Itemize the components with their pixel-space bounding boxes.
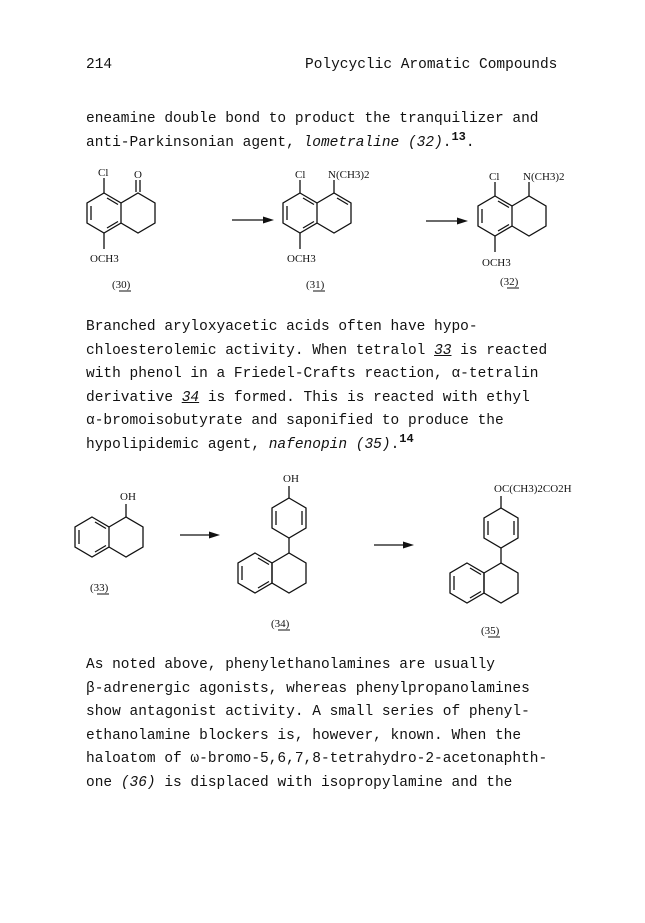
p3-line1: As noted above, phenylethanolamines are usually	[86, 657, 495, 673]
drug-nafenopin: nafenopin	[268, 436, 348, 453]
c30-sub-bottom: OCH3	[90, 253, 119, 265]
c32-label: (32)	[500, 276, 519, 288]
p3-line6	[86, 775, 512, 791]
running-title: Polycyclic Aromatic Compounds	[305, 57, 558, 73]
p3-line5: haloatom of ω-bromo-5,6,7,8-tetrahydro-2-acetonaphth-	[86, 751, 548, 767]
p2-dot: .	[390, 436, 400, 453]
c30-sub-top: Cl	[98, 167, 109, 179]
c32-sub-bottom: OCH3	[482, 257, 511, 269]
c32-sub-top: Cl	[489, 171, 500, 183]
structure-33	[75, 491, 143, 594]
p3-line6-b: is displaced with isopropylamine and the	[155, 774, 513, 791]
c31-label: (31)	[306, 279, 325, 291]
c34-label: (34)	[271, 618, 290, 630]
p3-line2: β-adrenergic agonists, whereas phenylpropanolamines	[86, 680, 530, 697]
c30-sub-ketone: O	[134, 169, 142, 181]
reference-13: 13	[451, 129, 466, 144]
reaction-arrow-4	[374, 542, 414, 549]
p2-line3: with phenol in a Friedel-Crafts reaction, α-tetralin	[86, 366, 539, 382]
reference-14: 14	[399, 431, 414, 446]
c35-label: (35)	[481, 625, 500, 637]
compound-ref-35: (35)	[355, 436, 391, 453]
p2-line4-b: is formed. This is reacted with ethyl	[199, 389, 530, 406]
p2-line2-a: chloesterolemic activity. When tetralol	[86, 342, 435, 359]
p1-line1: eneamine double bond to product the tranquilizer and	[86, 111, 539, 127]
compound-ref-32: (32)	[407, 134, 443, 151]
p1-end: .	[465, 134, 475, 151]
c30-label: (30)	[112, 279, 131, 291]
paragraph-3	[86, 654, 606, 795]
c31-sub-top: Cl	[295, 169, 306, 181]
compound-ref-33: 33	[434, 342, 452, 359]
c31-sub-amine: N(CH3)2	[328, 169, 370, 181]
compound-ref-36: (36)	[120, 774, 156, 791]
c35-sub: OC(CH3)2CO2H	[494, 483, 572, 495]
p1-dot: .	[442, 134, 452, 151]
c32-sub-amine: N(CH3)2	[523, 171, 565, 183]
p2-line4-a: derivative	[86, 389, 182, 406]
c34-sub: OH	[283, 473, 299, 485]
compound-ref-34: 34	[181, 389, 200, 406]
c33-label: (33)	[90, 582, 109, 594]
p2-line6-a: hypolipidemic agent,	[86, 436, 269, 453]
p3-line4: ethanolamine blockers is, however, known. When the	[86, 727, 522, 744]
p2-line2-b: is reacted	[451, 342, 548, 359]
c31-sub-bottom: OCH3	[287, 253, 316, 265]
p3-line3: show antagonist activity. A small series of phenyl-	[86, 704, 530, 720]
reaction-arrow-3	[180, 532, 220, 539]
p2-line5: α-bromoisobutyrate and saponified to produce the	[86, 413, 504, 429]
p2-line1: Branched aryloxyacetic acids often have hypo-	[86, 319, 478, 335]
structure-34	[238, 473, 306, 630]
drug-lometraline: lometraline	[303, 134, 400, 151]
c33-sub: OH	[120, 491, 136, 503]
p3-line6-a: one	[86, 774, 121, 791]
page-number: 214	[86, 57, 113, 73]
structure-35	[450, 483, 572, 637]
p1-line2-text: anti-Parkinsonian agent,	[86, 134, 304, 151]
